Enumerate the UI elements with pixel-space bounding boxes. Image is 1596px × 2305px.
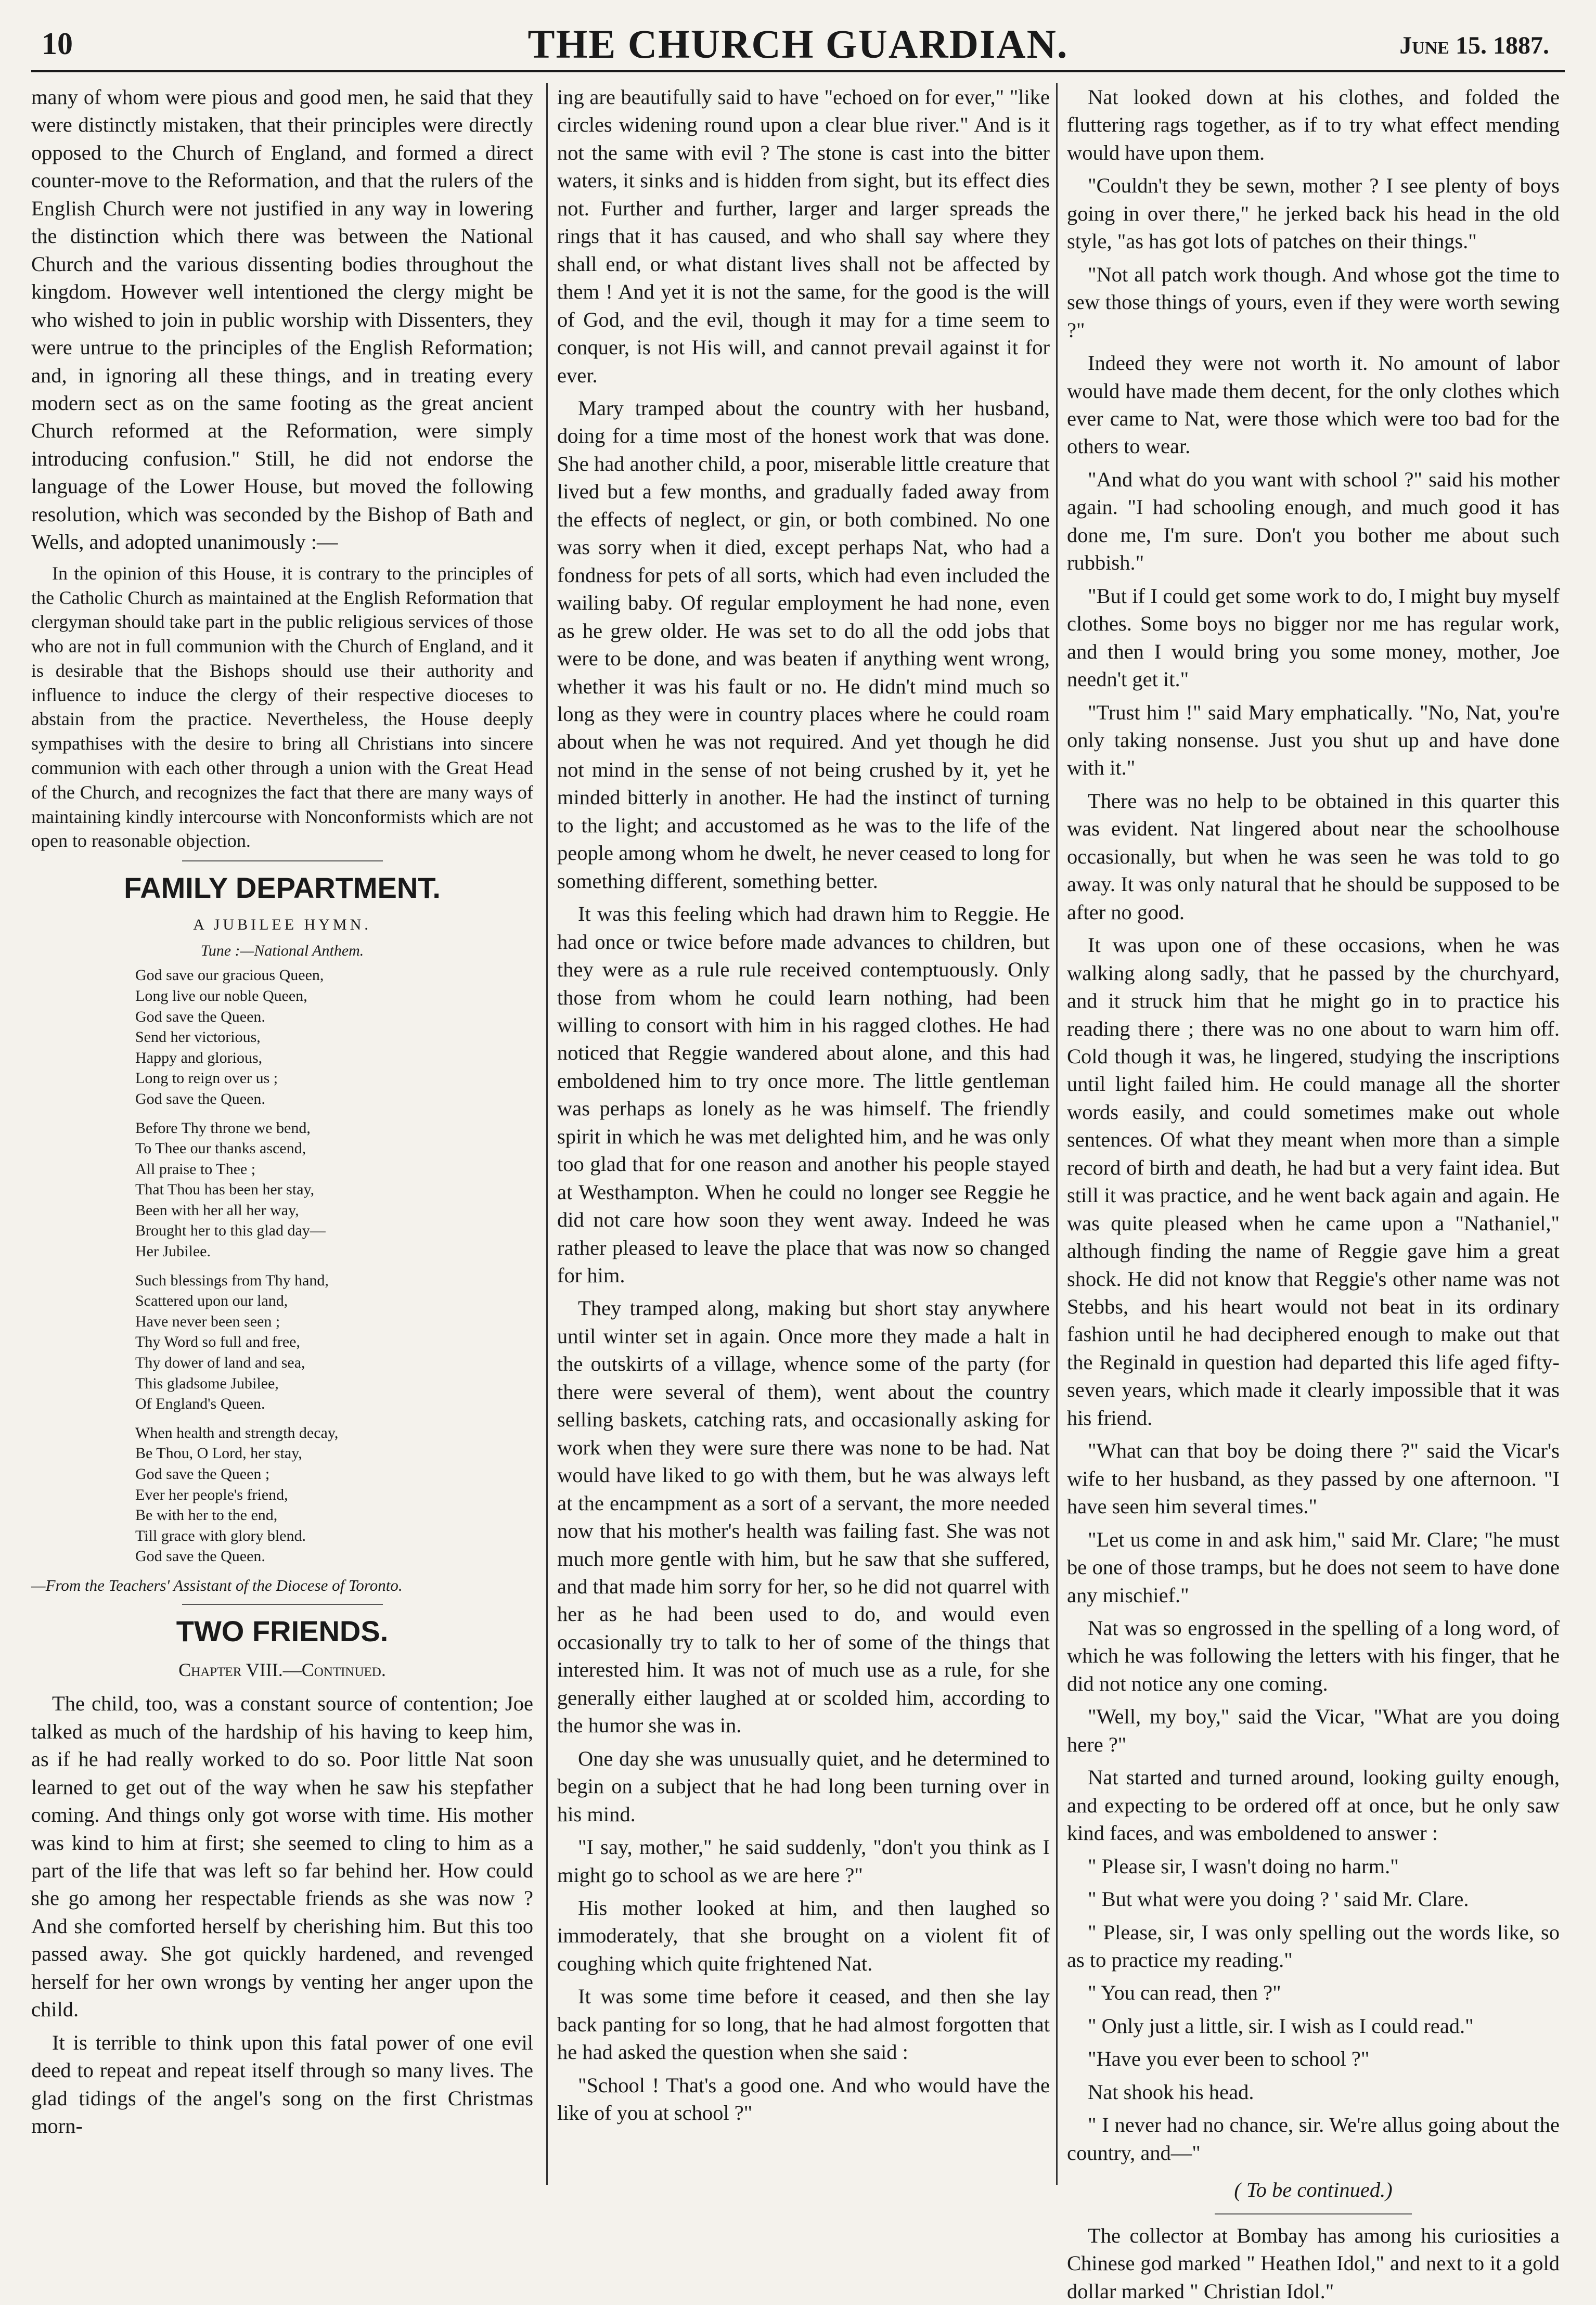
column-1 — [31, 83, 533, 2185]
poem-line: This gladsome Jubilee, — [135, 1374, 279, 1392]
story-paragraph: "Couldn't they be sewn, mother ? I see plenty of boys going in over there," he jerked back his head in the old style, "as has got lots of patches on their things." — [1067, 174, 1560, 253]
hymn-attribution: —From the Teachers' Assistant of the Diocese of Toronto. — [31, 1576, 403, 1594]
story-paragraph: "Not all patch work though. And whose got the time to sew those things of yours, even if they were worth sewing ?" — [1067, 262, 1560, 342]
story-paragraph: There was no help to be obtained in this quarter this was evident. Nat lingered about near the schoolhouse occasionally, but when he was seen he was told to go away. It was only natural that he should be supposed to be after no good. — [1067, 789, 1560, 924]
poem-line: Of England's Queen. — [135, 1395, 265, 1413]
poem-line: All praise to Thee ; — [135, 1160, 256, 1178]
newspaper-title: THE CHURCH GUARDIAN. — [527, 21, 1069, 67]
divider — [182, 860, 383, 861]
column-3 — [1056, 83, 1560, 2303]
story-title: TWO FRIENDS. — [176, 1614, 389, 1647]
poem-line: Such blessings from Thy hand, — [135, 1271, 329, 1289]
poem-line: When health and strength decay, — [135, 1424, 339, 1441]
poem-line: Been with her all her way, — [135, 1201, 299, 1219]
poem-line: Long to reign over us ; — [135, 1070, 278, 1087]
story-paragraph: "School ! That's a good one. And who would have the like of you at school ?" — [557, 2073, 1050, 2125]
story-paragraph: They tramped along, making but short stay anywhere until winter set in again. Once more they made a halt in the outskirts of a village, whence some of the party (for there were several of them), went about the country selling baskets, catching rats, and occasionally asking for work when they were sure there was none to be had. Nat would have liked to go with them, but he was always left at the encampment as a sort of a servant, the more needed now that his mother's health was failing fast. She was not much more gentle with him, but he saw that she suffered, and that made him sorry for her, so he did not quarrel with her as he had been used to do, and would even occasionally try to talk to her of some of the things that interested him. It was not of much use as a rule, for she generally either laughed at or scolded him, according to the humor she was in. — [557, 1296, 1050, 1737]
story-paragraph: " Please sir, I wasn't doing no harm." — [1088, 1854, 1399, 1878]
to-be-continued: ( To be continued.) — [1234, 2178, 1393, 2202]
story-paragraph: "But if I could get some work to do, I might buy myself clothes. Some boys no bigger nor me has regular work, and then I would bring you some money, mother, Joe needn't get it." — [1067, 584, 1560, 691]
issue-date: June 15. 1887. — [1399, 32, 1549, 59]
story-paragraph: "Let us come in and ask him," said Mr. Clare; "he must be one of those tramps, but he does not seem to have done any mischief." — [1067, 1527, 1560, 1607]
story-paragraph: One day she was unusually quiet, and he determined to begin on a subject that he had long been turning over in his mind. — [557, 1746, 1050, 1826]
poem-line: God save the Queen. — [135, 1008, 265, 1025]
story-paragraph: The child, too, was a constant source of contention; Joe talked as much of the hardship of his having to keep him, as if he had really worked to do so. Poor little Nat soon learned to get out of the way when he saw his stepfather coming. And things only got worse with time. His mother was kind to him at first; she seemed to cling to him as a part of the life that was left so far behind her. How could she go among her respectable friends as she was now ? And she comforted herself by cherishing him. But this too passed away. She got quickly hardened, and revenged herself for her own wrongs by venting her anger upon the child. — [31, 1692, 533, 2021]
poem-line: Her Jubilee. — [135, 1243, 211, 1260]
column-2 — [546, 83, 1050, 2185]
story-paragraph: " I never had no chance, sir. We're allus going about the country, and—" — [1067, 2113, 1560, 2165]
story-paragraph: " You can read, then ?" — [1088, 1981, 1281, 2005]
story-paragraph: " Only just a little, sir. I wish as I could read." — [1088, 2014, 1474, 2038]
poem-line: Thy dower of land and sea, — [135, 1354, 305, 1372]
story-paragraph: "I say, mother," he said suddenly, "don't you think as I might go to school as we are here ?" — [557, 1835, 1050, 1887]
story-paragraph: "Have you ever been to school ?" — [1088, 2047, 1370, 2071]
hymn-stanza-1 — [31, 965, 533, 1109]
poem-line: Before Thy throne we bend, — [135, 1119, 311, 1137]
story-paragraph: "And what do you want with school ?" said his mother again. "I had schooling enough, and much good it has done me, I'm sure. Don't you bother me about such rubbish." — [1067, 467, 1560, 575]
story-paragraph: It was upon one of these occasions, when he was walking along sadly, that he passed by the churchyard, and it struck him that he might go in to practice his reading there ; there was no one about to warn him off. Cold though it was, he lingered, studying the inscriptions until light failed him. He could manage all the shorter words easily, and could sometimes make out whole sentences. Of what they meant when more than a simple record of birth and death, he had but a very faint idea. But still it was practice, and he went back again and again. He was quite pleased when he came upon a "Nathaniel," although finding the name of Reggie gave him a great shock. He did not know that Reggie's other name was not Stebbs, and his heart would not beat in its ordinary fashion until he had deciphered enough to make out that the Reginald in question had departed this life aged fifty-seven years, which made it clearly impossible that it was his friend. — [1067, 933, 1560, 1430]
article-paragraph: many of whom were pious and good men, he said that they were distinctly mistaken, that their principles were directly opposed to the Church of England, and formed a direct counter-move to the Reformation, and that the rulers of the English Church were not justified in any way in lowering the distinction which there was between the National Church and the various dissenting bodies throughout the kingdom. However well intentioned the clergy might be who wished to join in public worship with Dissenters, they were untrue to the principles of the English Reformation; and, in ignoring all these things, and in treating every modern sect as on the same footing as the great ancient Church reformed at the Reformation, were simply introducing confusion." Still, he did not endorse the language of the Lower House, but moved the following resolution, which was seconded by the Bishop of Bath and Wells, and adopted unanimously :— — [31, 85, 533, 554]
poem-line: Send her victorious, — [135, 1028, 261, 1046]
poem-line: To Thee our thanks ascend, — [135, 1140, 306, 1157]
chapter-heading: Chapter VIII.—Continued. — [178, 1659, 386, 1680]
story-paragraph: "Trust him !" said Mary emphatically. "No, Nat, you're only taking nonsense. Just you shut up and have done with it." — [1067, 700, 1560, 780]
story-paragraph: " But what were you doing ? ' said Mr. Clare. — [1088, 1887, 1469, 1911]
poem-line: God save the Queen. — [135, 1548, 265, 1565]
resolution-paragraph: In the opinion of this House, it is contrary to the principles of the Catholic Church as maintained at the English Reformation that clergyman should take part in the public religious services of those who are not in full communion with the Church of England, and it is desirable that the Bishops should use their authority and influence to induce the clergy of their respective dioceses to abstain from the practice. Nevertheless, the House deeply sympathises with the desire to bring all Christians into sincere communion with each other through a union with the Great Head of the Church, and recognizes the fact that there are many ways of maintaining kindly intercourse with Nonconformists which are not open to reasonable objection. — [31, 562, 533, 852]
poem-line: Be Thou, O Lord, her stay, — [135, 1445, 302, 1462]
divider — [1215, 2213, 1412, 2214]
hymn-stanza-3 — [31, 1270, 533, 1414]
story-paragraph: His mother looked at him, and then laughed so immoderately, that she brought on a violent fit of coughing which quite frightened Nat. — [557, 1896, 1050, 1975]
story-paragraph: " Please, sir, I was only spelling out the words like, so as to practice my reading." — [1067, 1920, 1560, 1972]
page-number: 10 — [42, 27, 73, 61]
poem-line: Happy and glorious, — [135, 1049, 263, 1066]
hymn-stanza-4 — [31, 1423, 533, 1567]
story-paragraph: Nat was so engrossed in the spelling of a long word, of which he was following the letters with his finger, that he did not notice any one coming. — [1067, 1616, 1560, 1695]
story-paragraph: Nat shook his head. — [1088, 2080, 1254, 2104]
poem-line: That Thou has been her stay, — [135, 1181, 315, 1199]
story-paragraph: Mary tramped about the country with her husband, doing for a time most of the honest work that was done. She had another child, a poor, miserable little creature that lived but a few months, and gradually faded away from the effects of neglect, or gin, or both combined. No one was sorry when it died, except perhaps Nat, who had a fondness for pets of all sorts, which had even included the wailing baby. Of regular employment he had none, even as he grew older. He was set to do all the odd jobs that were to be done, and was beaten if anything went wrong, whether it was his fault or no. He didn't mind much so long as they were in country places where he could roam about when he was not required. And yet though he did not mind in the sense of not being crushed by it, yet he minded bitterly in another. He had the instinct of turning to the light; and accustomed as he was to the life of the people among whom he dwelt, he never ceased to long for something different, something better. — [557, 396, 1050, 893]
poem-line: Have never been seen ; — [135, 1312, 280, 1330]
poem-line: God save the Queen ; — [135, 1465, 270, 1483]
story-paragraph: It was this feeling which had drawn him to Reggie. He had once or twice before made advances to children, but they were as a rule rule received contemptuously. Only those from whom he could learn nothing, had been willing to consort with him in his ragged clothes. He had noticed that Reggie wandered about alone, and this had emboldened him to try once more. The little gentleman was perhaps as lonely as he was himself. The friendly spirit in which he was met delighted him, and he was only too glad that for one reason and another his people stayed at Westhampton. When he could no longer see Reggie he did not care how soon they went away. Indeed he was rather pleased to leave the place that was now so changed for him. — [557, 902, 1050, 1287]
filler-paragraph: The collector at Bombay has among his curiosities a Chinese god marked " Heathen Idol," and next to it a gold dollar marked " Christian Idol." — [1067, 2223, 1560, 2303]
masthead — [31, 21, 1565, 72]
hymn-stanza-2 — [31, 1118, 533, 1262]
poem-line: Brought her to this glad day— — [135, 1222, 326, 1240]
story-paragraph: Indeed they were not worth it. No amount of labor would have made them decent, for the only clothes which ever came to Nat, were those which were too bad for the others to wear. — [1067, 351, 1560, 458]
poem-line: Scattered upon our land, — [135, 1292, 288, 1310]
hymn-title: A JUBILEE HYMN. — [193, 916, 371, 934]
poem-line: God save our gracious Queen, — [135, 967, 324, 984]
poem-line: Ever her people's friend, — [135, 1486, 288, 1503]
story-paragraph: It is terrible to think upon this fatal power of one evil deed to repeat and repeat itself through so many lives. The glad tidings of the angel's song on the first Christmas morn- — [31, 2030, 533, 2138]
hymn-tune: Tune :—National Anthem. — [200, 942, 364, 959]
department-heading: FAMILY DEPARTMENT. — [124, 871, 441, 905]
story-paragraph: "Well, my boy," said the Vicar, "What are you doing here ?" — [1067, 1705, 1560, 1756]
poem-line: Till grace with glory blend. — [135, 1527, 306, 1544]
story-paragraph: "What can that boy be doing there ?" said the Vicar's wife to her husband, as they passed by one afternoon. "I have seen him several times." — [1067, 1439, 1560, 1518]
divider — [182, 1604, 383, 1605]
poem-line: Thy Word so full and free, — [135, 1333, 300, 1351]
story-paragraph: Nat looked down at his clothes, and folded the fluttering rags together, as if to try what effect mending would have upon them. — [1067, 85, 1560, 164]
poem-line: God save the Queen. — [135, 1090, 265, 1108]
poem-line: Be with her to the end, — [135, 1506, 278, 1524]
story-paragraph: It was some time before it ceased, and then she lay back panting for so long, that he had almost forgotten that he had asked the question when she said : — [557, 1985, 1050, 2064]
poem-line: Long live our noble Queen, — [135, 987, 307, 1005]
story-paragraph: Nat started and turned around, looking guilty enough, and expecting to be ordered off at once, but he only saw kind faces, and was emboldened to answer : — [1067, 1766, 1560, 1845]
story-paragraph: ing are beautifully said to have "echoed on for ever," "like circles widening round upon a clear blue river." And is it not the same with evil ? The stone is cast into the bitter waters, it sinks and is hidden from sight, but its effect dies not. Further and further, larger and larger spreads the rings that it has caused, and who shall say where they shall end, or what distant lives shall not be affected by them ! And yet it is not the same, for the good is the will of God, and the evil, though it may for a time seem to conquer, is not His will, and cannot prevail against it for ever. — [557, 85, 1050, 387]
